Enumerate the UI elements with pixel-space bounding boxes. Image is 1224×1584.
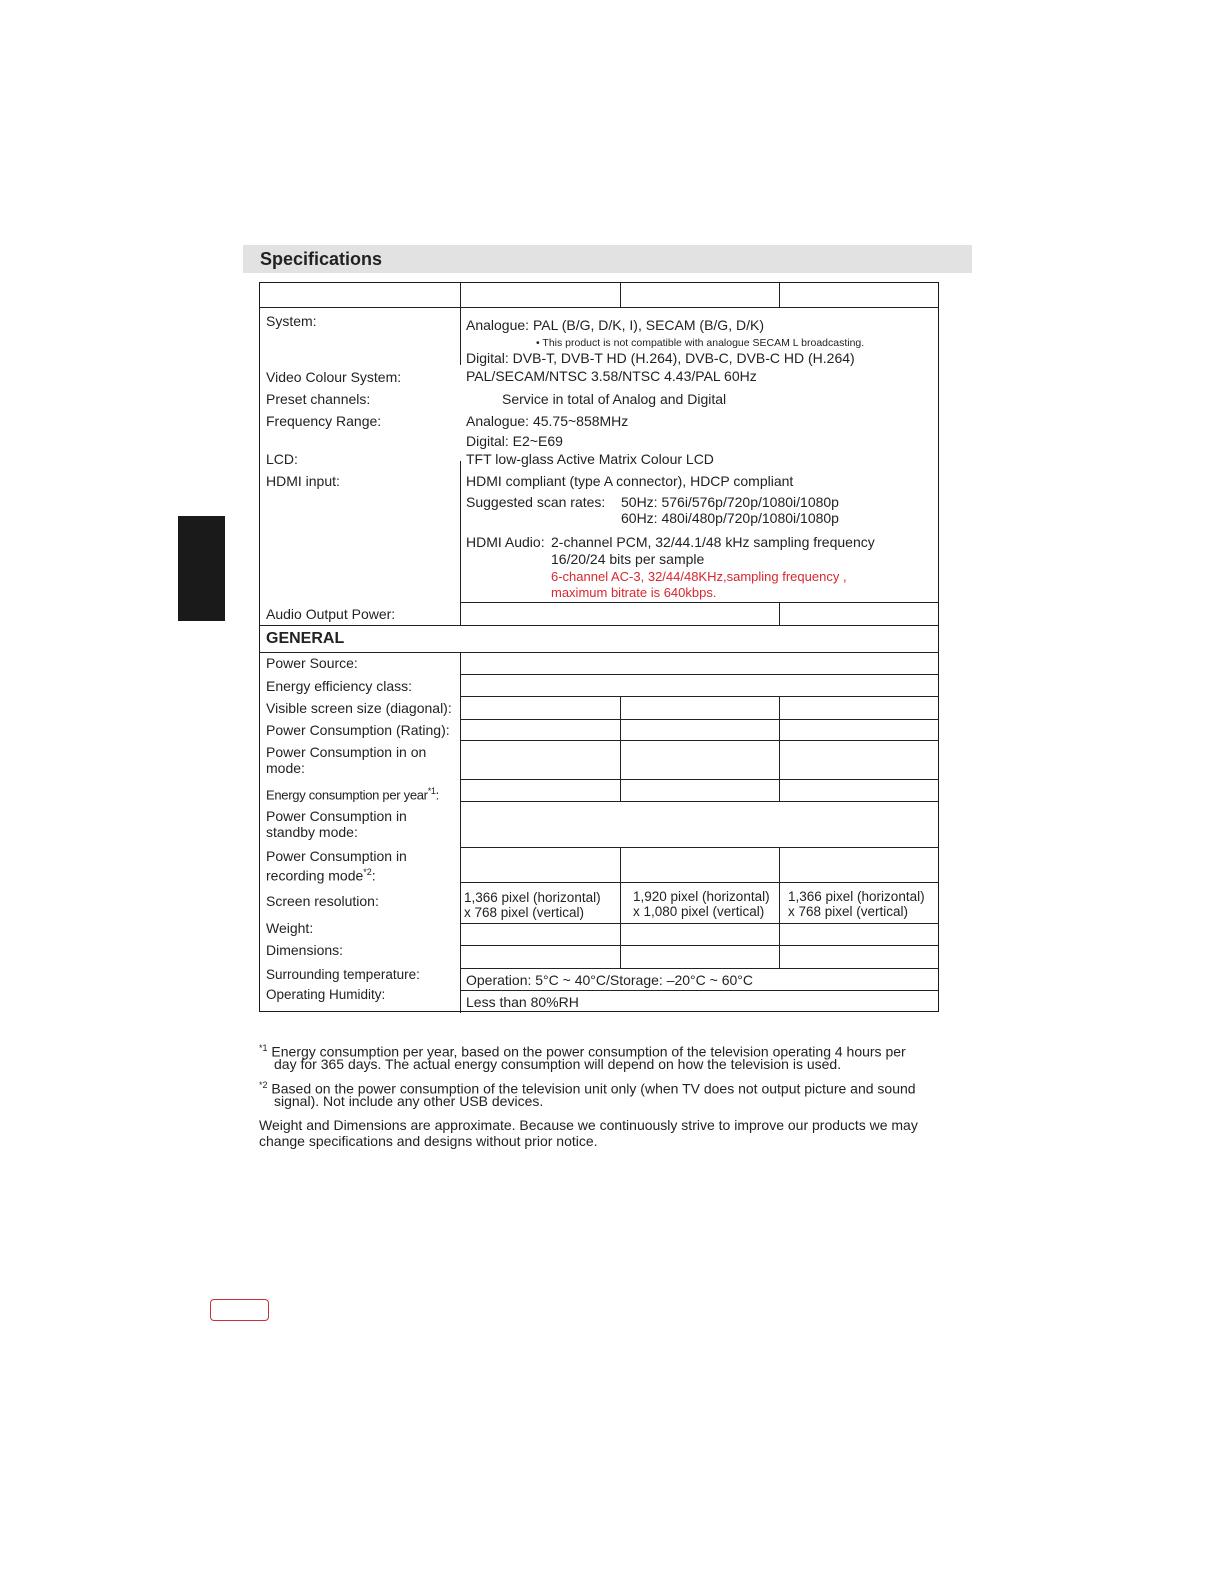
power-recording-label-1: Power Consumption in: [266, 848, 407, 864]
energy-year-label: Energy consumption per year$^{*1}$:: [266, 786, 439, 803]
humidity-label: Operating Humidity:: [266, 987, 386, 1002]
disclaimer-line-2: change specifications and designs without prior notice.: [259, 1133, 598, 1149]
resolution-col1-v: x 768 pixel (vertical): [464, 905, 585, 920]
hdmi-compliant: HDMI compliant (type A connector), HDCP compliant: [466, 473, 794, 489]
grid-line: [779, 847, 780, 968]
grid-line: [460, 923, 938, 924]
system-note: • This product is not compatible with analogue SECAM L broadcasting.: [536, 337, 865, 349]
grid-line: [260, 307, 938, 308]
grid-line: [460, 779, 938, 780]
hdmi-label: HDMI input:: [266, 473, 340, 489]
weight-label: Weight:: [266, 920, 314, 936]
dimensions-label: Dimensions:: [266, 942, 344, 958]
humidity-value: Less than 80%RH: [466, 994, 579, 1010]
grid-line: [460, 674, 938, 675]
energy-class-label: Energy efficiency class:: [266, 678, 413, 694]
power-standby-label-1: Power Consumption in: [266, 808, 407, 824]
hdmi-audio-bits: 16/20/24 bits per sample: [551, 551, 705, 567]
resolution-col2-v: x 1,080 pixel (vertical): [633, 904, 765, 919]
resolution-label: Screen resolution:: [266, 893, 379, 909]
power-rating-label: Power Consumption (Rating):: [266, 722, 450, 738]
video-colour-value: PAL/SECAM/NTSC 3.58/NTSC 4.43/PAL 60Hz: [466, 368, 757, 384]
grid-line: [779, 696, 780, 801]
disclaimer-line-1: Weight and Dimensions are approximate. Because we continuously strive to improve our products we may: [259, 1117, 918, 1133]
grid-line: [460, 602, 938, 603]
general-heading: GENERAL: [266, 630, 345, 647]
hdmi-scan-60hz: 60Hz: 480i/480p/720p/1080i/1080p: [621, 510, 839, 526]
footnote-1: $^{*1}$ Energy consumption per year, based on the power consumption of the television operating 4 hours per: [259, 1043, 906, 1060]
grid-line: [460, 461, 461, 625]
temperature-label: Surrounding temperature:: [266, 967, 420, 982]
system-digital: Digital: DVB-T, DVB-T HD (H.264), DVB-C, DVB-C HD (H.264): [466, 350, 855, 366]
grid-line: [620, 696, 621, 801]
side-tab-marker: [178, 516, 225, 621]
hdmi-scan-label: Suggested scan rates:: [466, 494, 606, 510]
preset-channels-value: Service in total of Analog and Digital: [502, 391, 727, 407]
resolution-col1-h: 1,366 pixel (horizontal): [464, 890, 601, 905]
grid-line: [460, 882, 938, 883]
power-recording-label-2: recording mode$^{*2}$:: [266, 867, 376, 884]
temperature-value: Operation: 5°C ~ 40°C/Storage: –20°C ~ 60°C: [466, 972, 753, 988]
hdmi-audio-label: HDMI Audio:: [466, 534, 545, 550]
system-analogue: Analogue: PAL (B/G, D/K, I), SECAM (B/G, D/K): [466, 317, 764, 333]
lcd-value: TFT low-glass Active Matrix Colour LCD: [466, 451, 714, 467]
hdmi-audio-bitrate: maximum bitrate is 640kbps.: [551, 585, 717, 600]
page-number-box: [210, 1299, 269, 1321]
page-title: Specifications: [260, 249, 383, 269]
hdmi-scan-50hz: 50Hz: 576i/576p/720p/1080i/1080p: [621, 494, 839, 510]
hdmi-audio-pcm: 2-channel PCM, 32/44.1/48 kHz sampling frequency: [551, 534, 875, 550]
screen-size-label: Visible screen size (diagonal):: [266, 700, 452, 716]
grid-line: [460, 945, 938, 946]
footnote-2: $^{*2}$ Based on the power consumption of the television unit only (when TV does not output picture and sound: [259, 1080, 916, 1097]
grid-line: [620, 283, 621, 307]
grid-line: [460, 719, 938, 720]
power-on-label-1: Power Consumption in on: [266, 744, 427, 760]
system-label: System:: [266, 313, 317, 329]
section-header: [243, 245, 972, 273]
grid-line: [460, 283, 461, 365]
grid-line: [779, 283, 780, 307]
preset-channels-label: Preset channels:: [266, 391, 371, 407]
grid-line: [460, 740, 938, 741]
grid-line: [460, 696, 938, 697]
resolution-col3-h: 1,366 pixel (horizontal): [788, 889, 925, 904]
grid-line: [460, 847, 938, 848]
specifications-table: [259, 282, 939, 1012]
grid-line: [260, 625, 938, 626]
frequency-label: Frequency Range:: [266, 413, 382, 429]
footnote-2-cont: signal). Not include any other USB devices.: [274, 1093, 544, 1109]
grid-line: [460, 652, 461, 1013]
grid-line: [460, 968, 938, 969]
grid-line: [620, 847, 621, 968]
power-on-label-2: mode:: [266, 760, 305, 776]
hdmi-audio-ac3: 6-channel AC-3, 32/44/48KHz,sampling frequency ,: [551, 569, 847, 584]
frequency-analogue: Analogue: 45.75~858MHz: [466, 413, 629, 429]
resolution-col2-h: 1,920 pixel (horizontal): [633, 889, 770, 904]
resolution-col3-v: x 768 pixel (vertical): [788, 904, 909, 919]
grid-line: [779, 602, 780, 625]
frequency-digital: Digital: E2~E69: [466, 433, 563, 449]
lcd-label: LCD:: [266, 451, 298, 467]
power-standby-label-2: standby mode:: [266, 824, 358, 840]
video-colour-label: Video Colour System:: [266, 369, 402, 385]
power-source-label: Power Source:: [266, 655, 358, 671]
grid-line: [460, 801, 938, 802]
grid-line: [460, 990, 938, 991]
audio-output-label: Audio Output Power:: [266, 606, 396, 622]
grid-line: [260, 652, 938, 653]
footnote-1-cont: day for 365 days. The actual energy consumption will depend on how the television is used.: [274, 1056, 842, 1072]
